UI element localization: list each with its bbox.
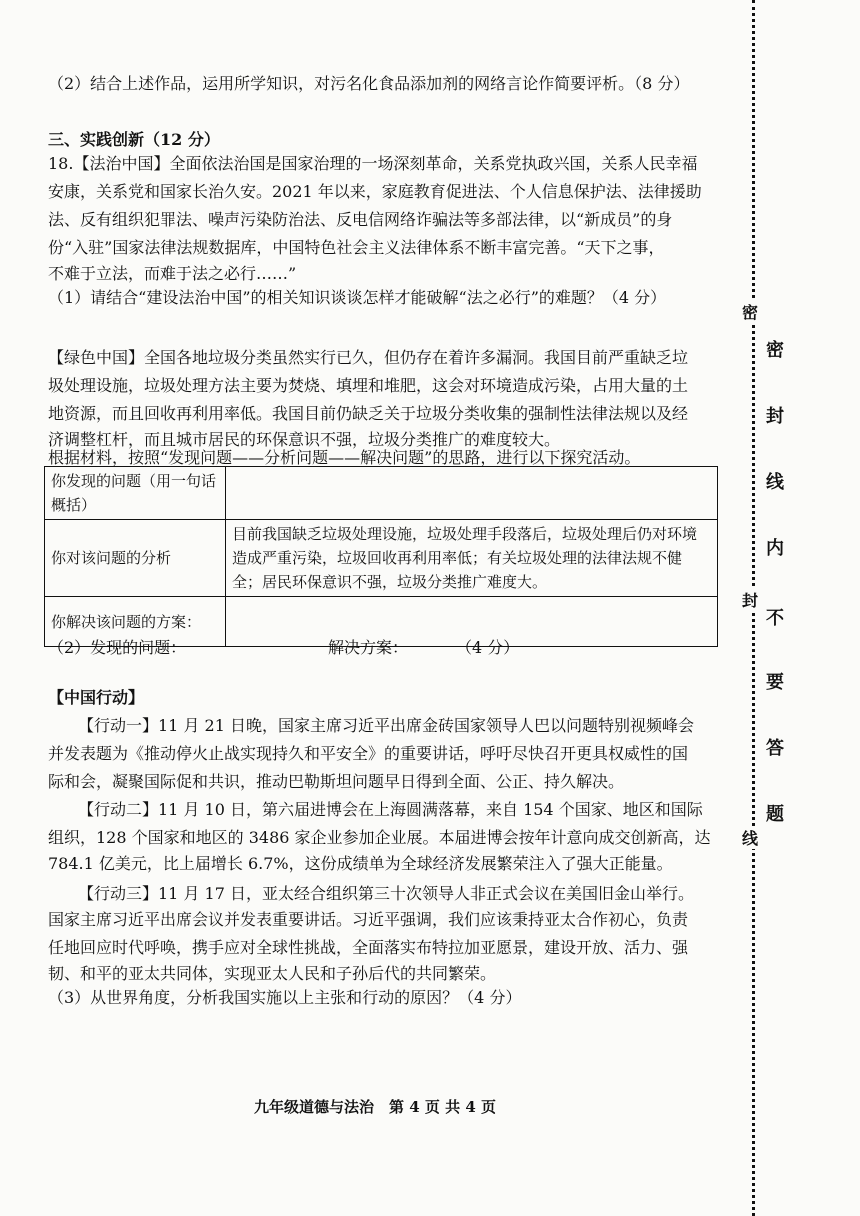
q18-line-4: 份“入驻”国家法律法规数据库，中国特色社会主义法律体系不断丰富完善。“天下之事， — [48, 238, 665, 257]
q18-line-1: 18.【法治中国】全面依法治国是国家治理的一场深刻革命，关系党执政兴国，关系人民幸福 — [48, 154, 698, 173]
action-line-1: 【行动一】11 月 21 日晚，国家主席习近平出席金砖国家领导人巴以问题特别视频峰会 — [78, 716, 694, 735]
q18-part1: （1）请结合“建设法治中国”的相关知识谈谈怎样才能破解“法之必行”的难题？（4 分） — [48, 288, 667, 307]
seal-cut-char-mid: 封 — [742, 588, 758, 611]
table-answer-problem[interactable] — [226, 467, 718, 520]
table-analysis-text: 目前我国缺乏垃圾处理设施，垃圾处理手段落后，垃圾处理后仍对环境造成严重污染，垃圾回收再利用率低；有关垃圾处理的法律法规不健全；居民环保意识不强，垃圾分类推广难度大。 — [226, 520, 718, 597]
seal-char: 内 — [766, 538, 784, 559]
action-line-2: 并发表题为《推动停火止战实现持久和平安全》的重要讲话，呼吁尽快召开更具权威性的国 — [48, 744, 689, 763]
seal-char: 题 — [766, 804, 784, 825]
action-line-9: 任地回应时代呼唤，携手应对全球性挑战，全面落实布特拉加亚愿景，建设开放、活力、强 — [48, 938, 689, 957]
action-line-8: 国家主席习近平出席会议并发表重要讲话。习近平强调，我们应该秉持亚太合作初心，负责 — [48, 910, 689, 929]
action-line-4: 【行动二】11 月 10 日，第六届进博会在上海圆满落幕，来自 154 个国家、地区和国际 — [78, 800, 703, 819]
q18-line-5: 不难于立法，而难于法之必行……” — [48, 264, 297, 283]
seal-char: 要 — [766, 672, 784, 693]
green-line-4: 济调整杠杆，而且城市居民的环保意识不强，垃圾分类推广的难度较大。 — [48, 430, 561, 449]
page-footer: 九年级道德与法治 第 4 页 共 4 页 — [254, 1098, 496, 1116]
seal-char: 线 — [766, 472, 784, 493]
green-line-1: 【绿色中国】全国各地垃圾分类虽然实行已久，但仍存在着许多漏洞。我国目前严重缺乏垃 — [48, 348, 689, 367]
question-18-part3: （3）从世界角度，分析我国实施以上主张和行动的原因？（4 分） — [48, 988, 522, 1007]
seal-char: 不 — [766, 608, 784, 629]
action-line-10: 韧、和平的亚太共同体，实现亚太人民和子孙后代的共同繁荣。 — [48, 964, 497, 983]
table-label-analysis: 你对该问题的分析 — [45, 520, 226, 597]
q18-line-3: 法、反有组织犯罪法、噪声污染防治法、反电信网络诈骗法等多部法律，以“新成员”的身 — [48, 210, 673, 229]
seal-cut-char-bottom: 线 — [742, 826, 758, 849]
section-title: 三、实践创新（12 分） — [48, 130, 220, 149]
seal-cut-char-top: 密 — [742, 300, 758, 323]
green-instruction: 根据材料，按照“发现问题——分析问题——解决问题”的思路，进行以下探究活动。 — [48, 448, 641, 467]
action-line-6: 784.1 亿美元，比上届增长 6.7%，这份成绩单为全球经济发展繁荣注入了强大正能量。 — [48, 854, 673, 873]
table-row — [45, 467, 718, 520]
seal-char: 密 — [766, 340, 784, 361]
china-action-title: 【中国行动】 — [48, 688, 145, 707]
q18-line-2: 安康，关系党和国家长治久安。2021 年以来，家庭教育促进法、个人信息保护法、法律援助 — [48, 182, 702, 201]
action-line-3: 际和会，凝聚国际促和共识，推动巴勒斯坦问题早日得到全面、公正、持久解决。 — [48, 772, 625, 791]
question-17-part2: （2）结合上述作品，运用所学知识，对污名化食品添加剂的网络言论作简要评析。（8 分） — [48, 74, 690, 93]
action-line-5: 组织，128 个国家和地区的 3486 家企业参加企业展。本届进博会按年计意向成交创新高，达 — [48, 828, 711, 847]
inquiry-table — [44, 466, 718, 647]
green-part2-line — [48, 636, 760, 660]
part2-score: （4 分） — [456, 638, 520, 657]
seal-char: 答 — [766, 738, 784, 759]
seal-char: 封 — [766, 406, 784, 427]
table-row — [45, 520, 718, 597]
green-line-2: 圾处理设施，垃圾处理方法主要为焚烧、填埋和堆肥，这会对环境造成污染，占用大量的土 — [48, 376, 689, 395]
part2-solution-label: 解决方案： — [328, 638, 409, 657]
part2-problem-label: （2）发现的问题： — [48, 638, 187, 657]
table-label-problem: 你发现的问题（用一句话概括） — [45, 467, 226, 520]
table-label-solution: 你解决该问题的方案： — [45, 597, 226, 647]
green-line-3: 地资源，而且回收再利用率低。我国目前仍缺乏关于垃圾分类收集的强制性法律法规以及经 — [48, 404, 689, 423]
action-line-7: 【行动三】11 月 17 日，亚太经合组织第三十次领导人非正式会议在美国旧金山举行。 — [78, 884, 694, 903]
